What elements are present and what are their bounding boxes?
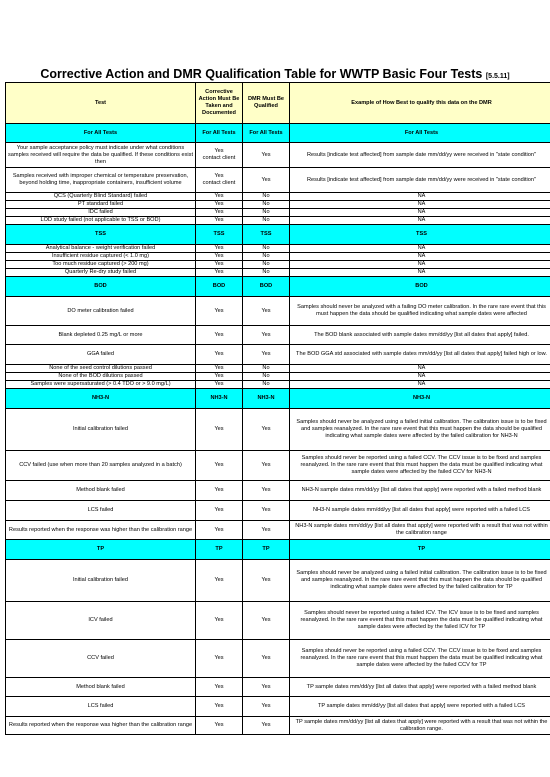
cell-example: NH3-N sample dates mm/dd/yy [list all dates that apply] were reported with a failed method blank [290, 481, 550, 501]
cell-dmr-qualified: Yes [243, 697, 290, 717]
cell-corrective-action: Yes [196, 560, 243, 602]
cell-test: Method blank failed [6, 481, 196, 501]
cell-test: None of the BOD dilutions passed [6, 373, 196, 381]
cell-example: NH3-N sample dates mm/dd/yy [list all dates that apply] were reported with a failed LCS [290, 501, 550, 521]
cell-corrective-action: TP [196, 540, 243, 560]
cell-test: DO meter calibration failed [6, 297, 196, 326]
section-header-row [6, 389, 550, 409]
table-row [6, 373, 550, 381]
table-row [6, 269, 550, 277]
cell-dmr-qualified: Yes [243, 451, 290, 481]
header-test: Test [6, 83, 196, 124]
cell-example: NA [290, 381, 550, 389]
table-row [6, 201, 550, 209]
cell-corrective-action: Yes [196, 217, 243, 225]
cell-corrective-action: Yes [196, 209, 243, 217]
cell-corrective-action: Yes contact client [196, 168, 243, 193]
section-header-row [6, 124, 550, 143]
table-row [6, 602, 550, 640]
cell-example: TP sample dates mm/dd/yy [list all dates that apply] were reported with a failed LCS [290, 697, 550, 717]
cell-dmr-qualified: No [243, 245, 290, 253]
cell-test: Results reported when the response was higher than the calibration range [6, 521, 196, 540]
cell-dmr-qualified: Yes [243, 501, 290, 521]
cell-dmr-qualified: Yes [243, 326, 290, 345]
cell-corrective-action: Yes [196, 269, 243, 277]
cell-test: CCV failed [6, 640, 196, 678]
cell-example: Samples should never be reported using a failed CCV. The CCV issue is to be fixed and samples reanalyzed. In the rare rare event that this must happen the data must be qualified indicating what sample dates were affected by the failed CCV for TP [290, 640, 550, 678]
cell-dmr-qualified: Yes [243, 409, 290, 451]
cell-corrective-action: Yes [196, 373, 243, 381]
cell-test: Analytical balance - weight verification failed [6, 245, 196, 253]
cell-corrective-action: Yes [196, 717, 243, 735]
cell-example: Results [indicate test affected] from sample date mm/dd/yy were received in "state condition" [290, 143, 550, 168]
cell-test: Your sample acceptance policy must indicate under what conditions samples received will require the data be qualified. If these conditions exist then [6, 143, 196, 168]
table-row [6, 560, 550, 602]
cell-dmr-qualified: TP [243, 540, 290, 560]
cell-example: TSS [290, 225, 550, 245]
header-example: Example of How Best to qualify this data on the DMR [290, 83, 550, 124]
cell-example: NA [290, 193, 550, 201]
cell-example: NA [290, 261, 550, 269]
cell-dmr-qualified: Yes [243, 521, 290, 540]
cell-test: Results reported when the response was higher than the calibration range [6, 717, 196, 735]
cell-corrective-action: NH3-N [196, 389, 243, 409]
cell-dmr-qualified: No [243, 253, 290, 261]
cell-dmr-qualified: Yes [243, 560, 290, 602]
cell-test: Initial calibration failed [6, 409, 196, 451]
table-row [6, 326, 550, 345]
cell-test: Insufficient residue captured (< 1.0 mg) [6, 253, 196, 261]
cell-example: NH3-N [290, 389, 550, 409]
table-row [6, 143, 550, 168]
cell-corrective-action: Yes [196, 451, 243, 481]
cell-example: TP [290, 540, 550, 560]
cell-example: Samples should never be analyzed with a failing DO meter calibration. In the rare rare event that this must happen the data should be qualified indicating what sample dates were affected [290, 297, 550, 326]
cell-dmr-qualified: No [243, 261, 290, 269]
cell-test: TP [6, 540, 196, 560]
cell-corrective-action: Yes [196, 326, 243, 345]
section-header-row [6, 225, 550, 245]
cell-test: QCS (Quarterly Blind Standard) failed [6, 193, 196, 201]
cell-test: ICV failed [6, 602, 196, 640]
cell-corrective-action: Yes [196, 381, 243, 389]
cell-dmr-qualified: Yes [243, 678, 290, 697]
cell-dmr-qualified: For All Tests [243, 124, 290, 143]
cell-dmr-qualified: Yes [243, 481, 290, 501]
header-row [6, 83, 550, 124]
cell-dmr-qualified: No [243, 381, 290, 389]
cell-corrective-action: Yes [196, 501, 243, 521]
cell-example: NA [290, 373, 550, 381]
cell-example: NA [290, 209, 550, 217]
cell-dmr-qualified: BOD [243, 277, 290, 297]
cell-example: Results [indicate test affected] from sample date mm/dd/yy were received in "state condition" [290, 168, 550, 193]
table-row [6, 345, 550, 365]
cell-dmr-qualified: No [243, 373, 290, 381]
table-row [6, 261, 550, 269]
table-row [6, 409, 550, 451]
header-dmr: DMR Must Be Qualified [243, 83, 290, 124]
cell-example: For All Tests [290, 124, 550, 143]
version-label: [5.5.11] [485, 73, 510, 80]
cell-example: Samples should never be analyzed using a failed initial calibration. The calibration issue is to be fixed and samples reanalyzed. In the rare rare event that this must happen the data should be qualified indicating what sample dates were affected by the failed calibration for NH3-N [290, 409, 550, 451]
table-row [6, 193, 550, 201]
cell-corrective-action: Yes [196, 640, 243, 678]
cell-test: LCS failed [6, 697, 196, 717]
cell-test: Quarterly Re-dry study failed [6, 269, 196, 277]
cell-corrective-action: Yes [196, 193, 243, 201]
cell-example: NA [290, 217, 550, 225]
cell-corrective-action: Yes [196, 602, 243, 640]
cell-test: TSS [6, 225, 196, 245]
cell-test: LCS failed [6, 501, 196, 521]
table-row [6, 217, 550, 225]
cell-test: BOD [6, 277, 196, 297]
cell-test: None of the seed control dilutions passed [6, 365, 196, 373]
cell-example: TP sample dates mm/dd/yy [list all dates that apply] were reported with a failed method blank [290, 678, 550, 697]
section-header-row [6, 540, 550, 560]
cell-corrective-action: Yes [196, 409, 243, 451]
cell-corrective-action: Yes [196, 521, 243, 540]
cell-test: Blank depleted 0.25 mg/L or more [6, 326, 196, 345]
cell-dmr-qualified: No [243, 217, 290, 225]
table-row [6, 521, 550, 540]
cell-test: Too much residue captured (> 200 mg) [6, 261, 196, 269]
table-row [6, 640, 550, 678]
cell-example: BOD [290, 277, 550, 297]
table-row [6, 697, 550, 717]
cell-dmr-qualified: NH3-N [243, 389, 290, 409]
cell-corrective-action: Yes [196, 245, 243, 253]
cell-dmr-qualified: No [243, 201, 290, 209]
qualification-table [5, 82, 550, 735]
cell-corrective-action: Yes [196, 345, 243, 365]
cell-dmr-qualified: No [243, 209, 290, 217]
table-row [6, 253, 550, 261]
section-header-row [6, 277, 550, 297]
cell-corrective-action: BOD [196, 277, 243, 297]
cell-dmr-qualified: Yes [243, 345, 290, 365]
cell-example: Samples should never be reported using a failed CCV. The CCV issue is to be fixed and samples reanalyzed. In the rare rare event that this must happen the data must be qualified indicating what sample dates were affected by the failed CCV for NH3-N [290, 451, 550, 481]
cell-test: GGA failed [6, 345, 196, 365]
cell-example: NH3-N sample dates mm/dd/yy [list all dates that apply] were reported with a result that was not within the calibration range [290, 521, 550, 540]
cell-test: LOD study failed (not applicable to TSS or BOD) [6, 217, 196, 225]
cell-test: IDC failed [6, 209, 196, 217]
cell-dmr-qualified: Yes [243, 168, 290, 193]
cell-test: CCV failed (use when more than 20 samples analyzed in a batch) [6, 451, 196, 481]
cell-corrective-action: Yes [196, 481, 243, 501]
cell-example: Samples should never be analyzed using a failed initial calibration. The calibration issue is to be fixed and samples reanalyzed. In the rare rare event that this must happen the data should be qualified indicating what sample dates were affected by the failed calibration for TP [290, 560, 550, 602]
table-row [6, 481, 550, 501]
table-row [6, 168, 550, 193]
title-text: Corrective Action and DMR Qualification Table for WWTP Basic Four Tests [40, 67, 483, 81]
cell-dmr-qualified: Yes [243, 640, 290, 678]
cell-corrective-action: Yes [196, 297, 243, 326]
table-row [6, 297, 550, 326]
cell-test: Initial calibration failed [6, 560, 196, 602]
table-row [6, 381, 550, 389]
cell-corrective-action: Yes [196, 697, 243, 717]
cell-example: TP sample dates mm/dd/yy [list all dates that apply] were reported with a result that was not within the calibration range. [290, 717, 550, 735]
cell-corrective-action: Yes contact client [196, 143, 243, 168]
cell-example: NA [290, 365, 550, 373]
cell-corrective-action: Yes [196, 201, 243, 209]
cell-example: Samples should never be reported using a failed ICV. The ICV issue is to be fixed and samples reanalyzed. In the rare rare event that this must happen the data must be qualified indicating what sample dates were affected by the failed ICV for TP [290, 602, 550, 640]
cell-example: NA [290, 253, 550, 261]
table-row [6, 501, 550, 521]
header-corrective: Corrective Action Must Be Taken and Documented [196, 83, 243, 124]
cell-corrective-action: Yes [196, 678, 243, 697]
cell-example: NA [290, 269, 550, 277]
cell-test: Samples received with improper chemical or temperature preservation, beyond holding time, inappropriate containers, insufficient volume [6, 168, 196, 193]
cell-corrective-action: Yes [196, 261, 243, 269]
table-row [6, 717, 550, 735]
cell-dmr-qualified: No [243, 193, 290, 201]
cell-dmr-qualified: Yes [243, 143, 290, 168]
cell-example: The BOD GGA std associated with sample dates mm/dd/yy [list all dates that apply] failed high or low. [290, 345, 550, 365]
cell-corrective-action: TSS [196, 225, 243, 245]
page-title [0, 67, 550, 81]
cell-test: For All Tests [6, 124, 196, 143]
cell-dmr-qualified: No [243, 269, 290, 277]
cell-example: The BOD blank associated with sample dates mm/dd/yy [list all dates that apply] failed. [290, 326, 550, 345]
table-row [6, 451, 550, 481]
cell-corrective-action: For All Tests [196, 124, 243, 143]
cell-dmr-qualified: Yes [243, 297, 290, 326]
cell-dmr-qualified: Yes [243, 602, 290, 640]
table-row [6, 209, 550, 217]
table-row [6, 678, 550, 697]
cell-test: Method blank failed [6, 678, 196, 697]
cell-test: Samples were supersaturated (> 0.4 TDO or > 9.0 mg/L) [6, 381, 196, 389]
table-row [6, 365, 550, 373]
cell-dmr-qualified: TSS [243, 225, 290, 245]
cell-corrective-action: Yes [196, 365, 243, 373]
cell-example: NA [290, 201, 550, 209]
cell-example: NA [290, 245, 550, 253]
cell-test: NH3-N [6, 389, 196, 409]
cell-dmr-qualified: Yes [243, 717, 290, 735]
cell-dmr-qualified: No [243, 365, 290, 373]
table-row [6, 245, 550, 253]
cell-corrective-action: Yes [196, 253, 243, 261]
cell-test: PT standard failed [6, 201, 196, 209]
